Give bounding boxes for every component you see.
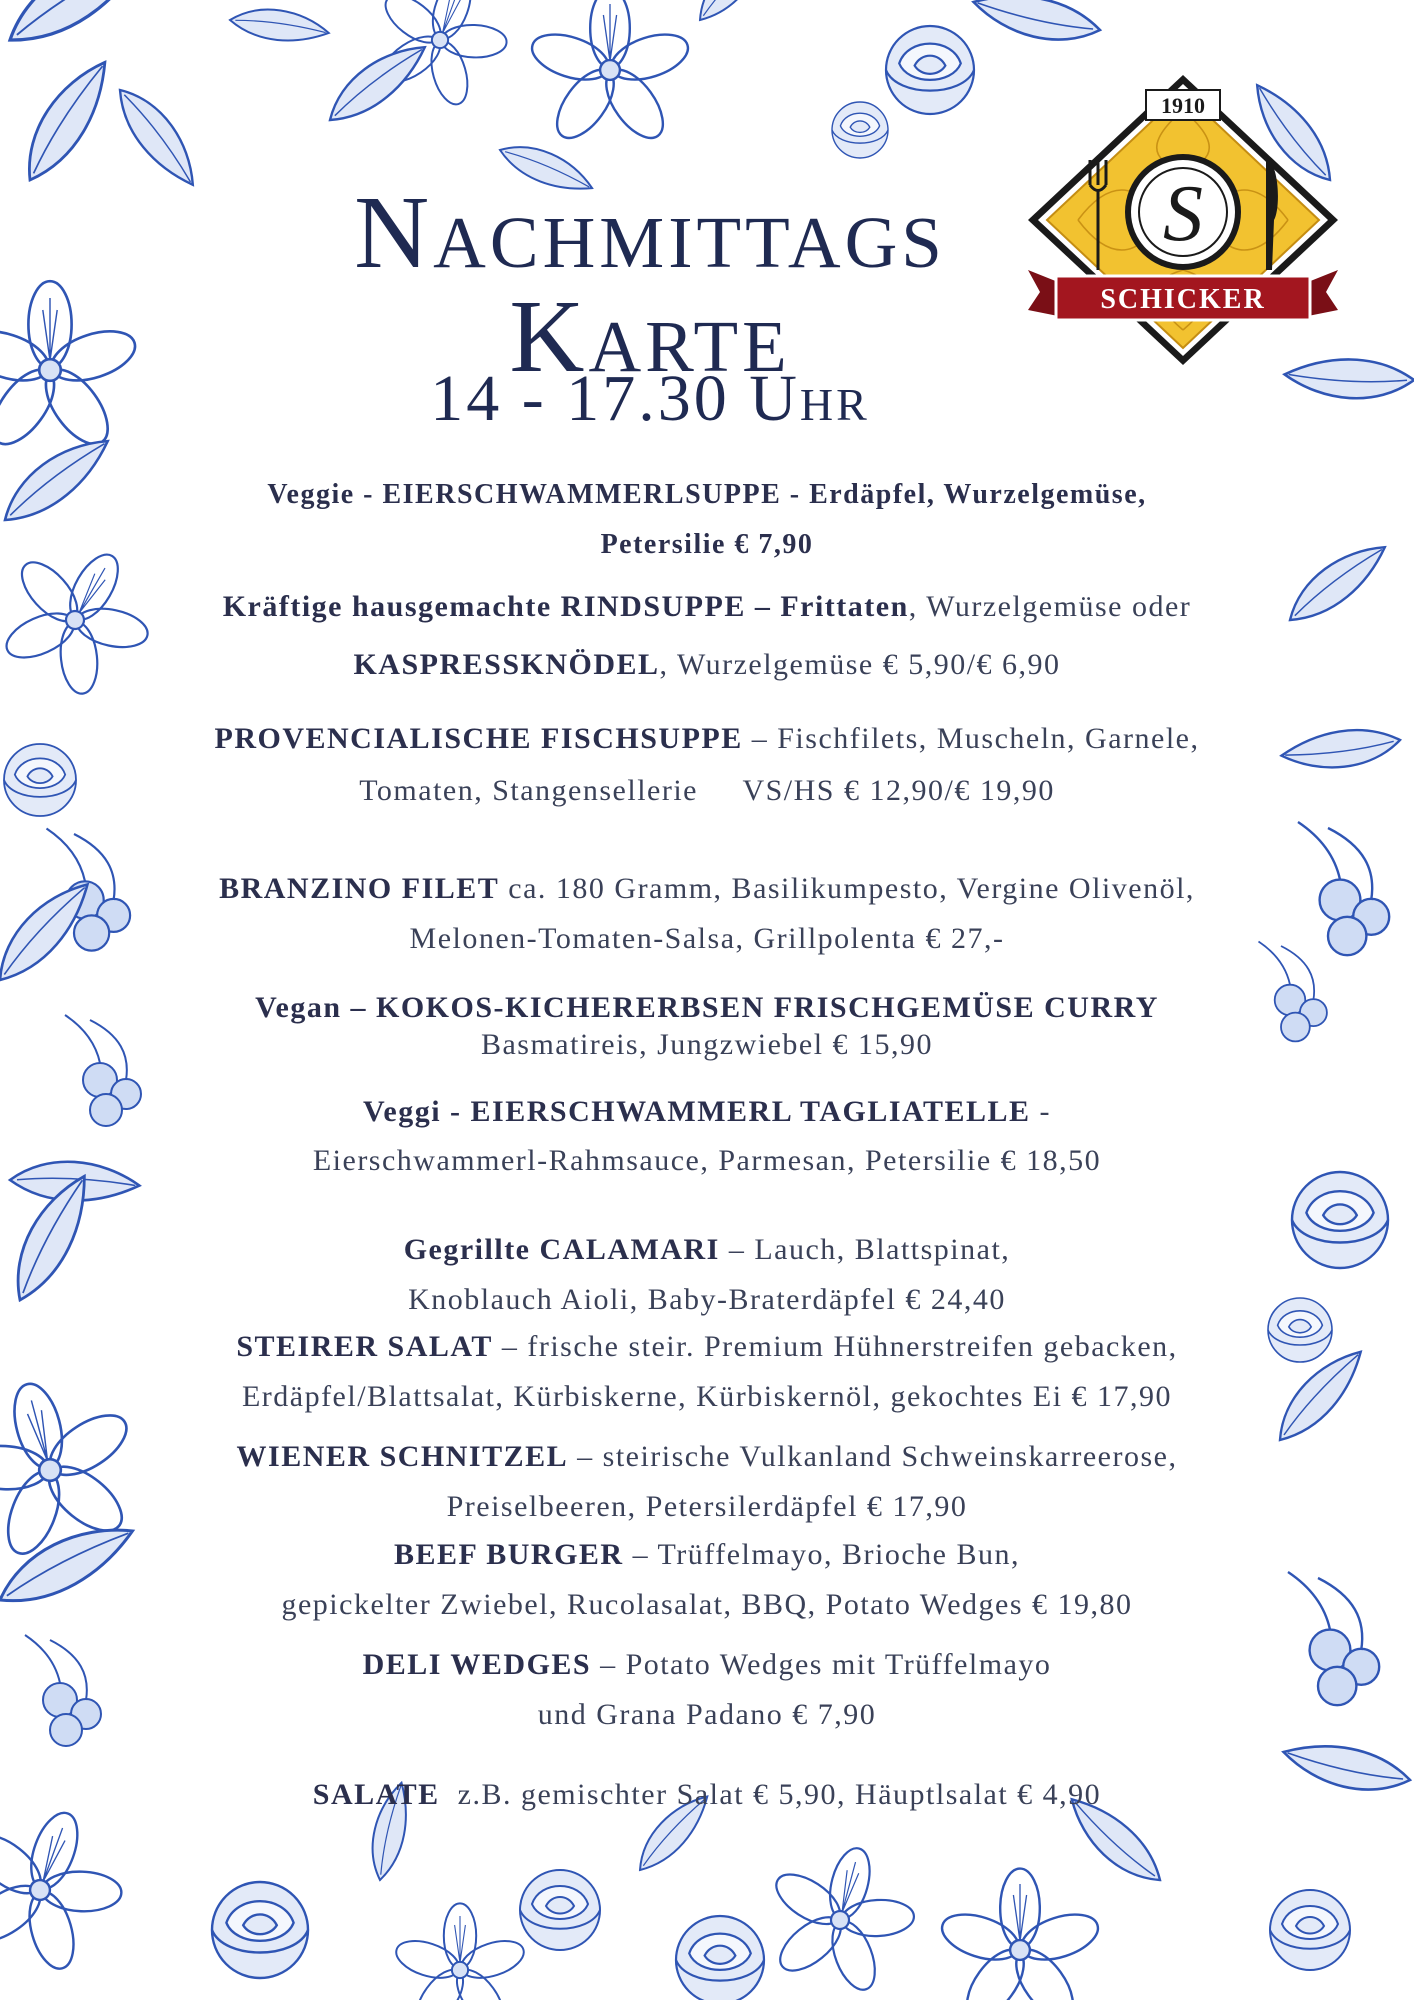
menu-item-line: gepickelter Zwiebel, Rucolasalat, BBQ, Potato Wedges € 19,80	[281, 1588, 1133, 1621]
menu-item-line: DELI WEDGES – Potato Wedges mit Trüffelmayo	[362, 1648, 1052, 1681]
menu-item	[150, 989, 1264, 1063]
menu-item-line: Gegrillte CALAMARI – Lauch, Blattspinat,	[403, 1233, 1011, 1266]
menu-item-line: KASPRESSKNÖDEL, Wurzelgemüse € 5,90/€ 6,90	[353, 648, 1061, 681]
menu-item-line: SALATE z.B. gemischter Salat € 5,90, Häuptlsalat € 4,90	[312, 1778, 1102, 1811]
menu-item-line: BRANZINO FILET ca. 180 Gramm, Basilikumpesto, Vergine Olivenöl,	[219, 872, 1195, 905]
menu-item-line: Knoblauch Aioli, Baby-Braterdäpfel € 24,40	[408, 1283, 1006, 1316]
schicker-logo	[1018, 70, 1348, 370]
menu-item	[150, 1087, 1264, 1185]
menu-item-line: BEEF BURGER – Trüffelmayo, Brioche Bun,	[393, 1538, 1021, 1571]
logo-monogram: S	[1163, 170, 1203, 258]
menu-item	[150, 470, 1264, 570]
menu-item-line: Kräftige hausgemachte RINDSUPPE – Frittaten, Wurzelgemüse oder	[222, 590, 1192, 623]
logo-name: SCHICKER	[1100, 284, 1266, 315]
opening-hours: 14 - 17.30 Uhr	[430, 362, 870, 435]
menu-item-line: Tomaten, Stangensellerie VS/HS € 12,90/€ 19,90	[359, 774, 1055, 807]
menu-item-line: Erdäpfel/Blattsalat, Kürbiskerne, Kürbiskernöl, gekochtes Ei € 17,90	[241, 1380, 1173, 1413]
menu-item-line: und Grana Padano € 7,90	[537, 1698, 877, 1731]
menu-item-line: Veggie - EIERSCHWAMMERLSUPPE - Erdäpfel, Wurzelgemüse,	[267, 479, 1147, 510]
menu-item	[150, 1640, 1264, 1740]
menu-item	[150, 864, 1264, 964]
menu-item-line: Preiselbeeren, Petersilerdäpfel € 17,90	[446, 1490, 968, 1523]
menu-item-line: Basmatireis, Jungzwiebel € 15,90	[480, 1028, 934, 1061]
menu-item-line: WIENER SCHNITZEL – steirische Vulkanland Schweinskarreerose,	[236, 1440, 1178, 1473]
menu-item-line: Melonen-Tomaten-Salsa, Grillpolenta € 27,-	[409, 922, 1005, 955]
menu-item-line: PROVENCIALISCHE FISCHSUPPE – Fischfilets, Muscheln, Garnele,	[214, 722, 1200, 755]
menu-item-line: Petersilie € 7,90	[600, 529, 814, 560]
menu-item	[150, 1770, 1264, 1820]
menu-item	[150, 1432, 1264, 1532]
page-subtitle: Karte	[509, 279, 791, 394]
page-title: Nachmittags	[354, 175, 946, 290]
menu-item-line: Veggi - EIERSCHWAMMERL TAGLIATELLE -	[362, 1095, 1051, 1128]
menu-item	[150, 578, 1264, 694]
menu-item	[150, 1322, 1264, 1422]
menu-item	[150, 1225, 1264, 1325]
menu-item	[150, 1530, 1264, 1630]
menu-item-line: Eierschwammerl-Rahmsauce, Parmesan, Petersilie € 18,50	[312, 1144, 1102, 1177]
menu-item	[150, 713, 1264, 817]
menu-item-line: STEIRER SALAT – frische steir. Premium Hühnerstreifen gebacken,	[236, 1330, 1178, 1363]
menu-item-line: Vegan – KOKOS-KICHERERBSEN FRISCHGEMÜSE CURRY	[255, 991, 1159, 1024]
logo-year: 1910	[1161, 93, 1205, 118]
